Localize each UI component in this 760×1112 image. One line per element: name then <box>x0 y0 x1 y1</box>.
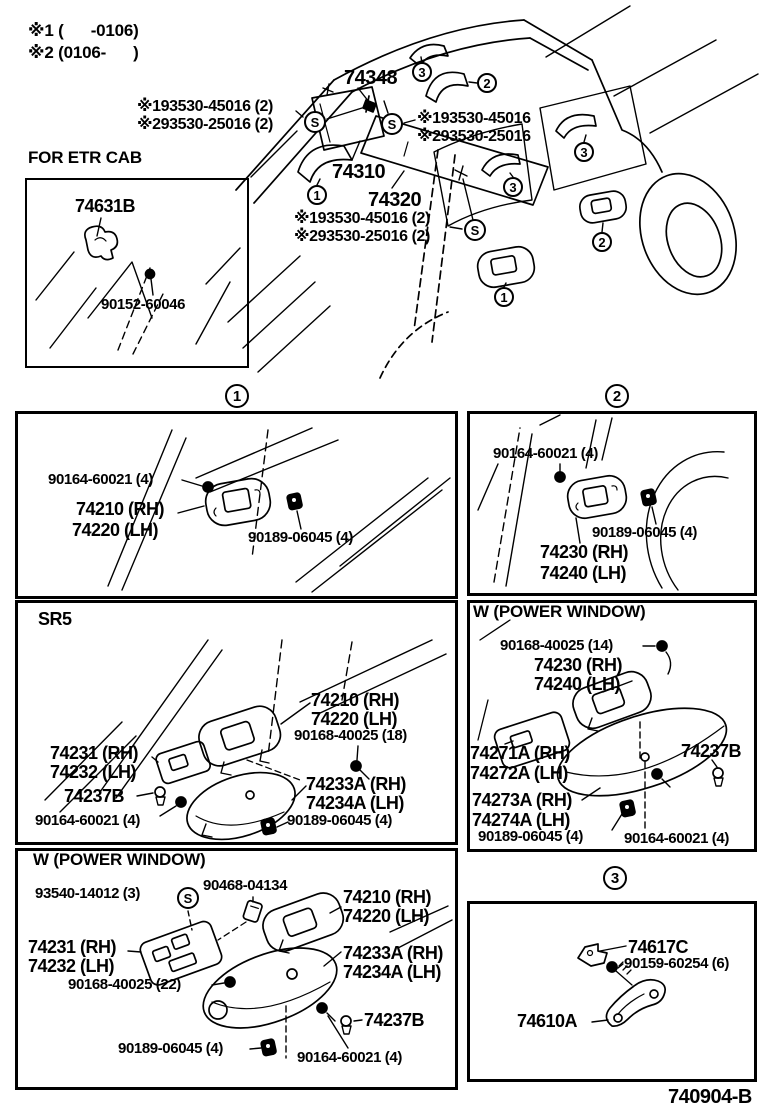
pwl-armrest-rh: 74210 (RH) <box>343 887 432 907</box>
pwl-clip-small-label: 90468-04134 <box>203 877 288 894</box>
note-line1: ※1 ( -0106) <box>28 21 139 40</box>
sr5-screws4-label: 90164-60021 (4) <box>35 812 140 829</box>
sub-part-lower-2: ※293530-25016 (2) <box>294 228 430 245</box>
pwr-screws4-label: 90164-60021 (4) <box>624 830 729 847</box>
callout-3-grip-top: 3 <box>412 62 432 82</box>
sub-part-lower-1: ※193530-45016 (2) <box>294 210 430 227</box>
panel2-callout: 2 <box>605 384 629 408</box>
sr5-title: SR5 <box>38 609 72 629</box>
panel2-clip-label: 90189-06045 (4) <box>592 524 697 541</box>
pwr-plate-rh: 74271A (RH) <box>470 743 570 763</box>
pwl-cap-label: 74237B <box>364 1010 425 1030</box>
part-74348: 74348 <box>344 67 398 89</box>
panel2-part-rh: 74230 (RH) <box>540 542 629 562</box>
pwl-screws4-label: 90164-60021 (4) <box>297 1049 402 1066</box>
pwl-plate-lh: 74232 (LH) <box>28 956 115 976</box>
panel2-part-lh: 74240 (LH) <box>540 563 627 583</box>
panel3-screws6-label: 90159-60254 (6) <box>624 955 729 972</box>
sr5-plate-lh: 74232 (LH) <box>50 762 137 782</box>
panel1-part-lh: 74220 (LH) <box>72 520 159 540</box>
pwl-s-symbol: S <box>177 887 199 909</box>
sub-part-left-2: ※293530-25016 (2) <box>137 116 273 133</box>
panel2-screw-label: 90164-60021 (4) <box>493 445 598 462</box>
etr-cab-box <box>25 178 249 368</box>
part-90152-60046: 90152-60046 <box>101 296 186 313</box>
sr5-screws18-label: 90168-40025 (18) <box>294 727 407 744</box>
panel1-screw-label: 90164-60021 (4) <box>48 471 153 488</box>
callout-1-front-door: 1 <box>494 287 514 307</box>
s-symbol-1: S <box>304 111 326 133</box>
sr5-armrest-rh: 74210 (RH) <box>311 690 400 710</box>
sub-part-right-2: ※293530-25016 <box>417 128 531 145</box>
rear-door-handle <box>578 189 628 225</box>
panel3-bracket-label: 74617C <box>628 937 689 957</box>
callout-3-grip-mid: 3 <box>503 177 523 197</box>
callout-1-grip-front: 1 <box>307 185 327 205</box>
callout-2-rear-door: 2 <box>592 232 612 252</box>
panel1-callout: 1 <box>225 384 249 408</box>
note-line2: ※2 (0106- ) <box>28 43 139 62</box>
pwl-screws22-label: 90168-40025 (22) <box>68 976 181 993</box>
sr5-lower-rh: 74233A (RH) <box>306 774 406 794</box>
pwr-plate-lh: 74272A (LH) <box>470 763 568 783</box>
s-symbol-3: S <box>464 219 486 241</box>
etr-cab-title: FOR ETR CAB <box>28 148 142 167</box>
page-code: 740904-B <box>668 1086 752 1108</box>
panel3-box <box>467 901 757 1082</box>
pwr-armrest-rh: 74230 (RH) <box>534 655 623 675</box>
panel3-callout: 3 <box>603 866 627 890</box>
sr5-plate-rh: 74231 (RH) <box>50 743 139 763</box>
callout-2-grip-top: 2 <box>477 73 497 93</box>
sub-part-right-1: ※193530-45016 <box>417 110 531 127</box>
part-74310: 74310 <box>332 161 386 183</box>
panel3-grip-label: 74610A <box>517 1011 578 1031</box>
pwr-lower-lh: 74274A (LH) <box>472 810 570 830</box>
sr5-clip-label: 90189-06045 (4) <box>287 812 392 829</box>
pwr-title: W (POWER WINDOW) <box>473 602 646 621</box>
sr5-armrest-lh: 74220 (LH) <box>311 709 398 729</box>
s-symbol-2: S <box>381 113 403 135</box>
sr5-cap-label: 74237B <box>64 786 125 806</box>
pwr-screws14-label: 90168-40025 (14) <box>500 637 613 654</box>
part-74320: 74320 <box>368 189 422 211</box>
pwr-cap-label: 74237B <box>681 741 742 761</box>
pwl-screw-s-label: 93540-14012 (3) <box>35 885 140 902</box>
panel1-clip-label: 90189-06045 (4) <box>248 529 353 546</box>
callout-3-grip-right: 3 <box>574 142 594 162</box>
sub-part-left-1: ※193530-45016 (2) <box>137 98 273 115</box>
pwl-lower-rh: 74233A (RH) <box>343 943 443 963</box>
part-74631b: 74631B <box>75 196 136 216</box>
panel1-part-rh: 74210 (RH) <box>76 499 165 519</box>
pwl-clip-label: 90189-06045 (4) <box>118 1040 223 1057</box>
pwr-lower-rh: 74273A (RH) <box>472 790 572 810</box>
pwl-title: W (POWER WINDOW) <box>33 850 206 869</box>
pwr-armrest-lh: 74240 (LH) <box>534 674 621 694</box>
pwl-lower-lh: 74234A (LH) <box>343 962 441 982</box>
pwl-armrest-lh: 74220 (LH) <box>343 906 430 926</box>
pwl-plate-rh: 74231 (RH) <box>28 937 117 957</box>
pwr-clip-label: 90189-06045 (4) <box>478 828 583 845</box>
sr5-lower-lh: 74234A (LH) <box>306 793 404 813</box>
